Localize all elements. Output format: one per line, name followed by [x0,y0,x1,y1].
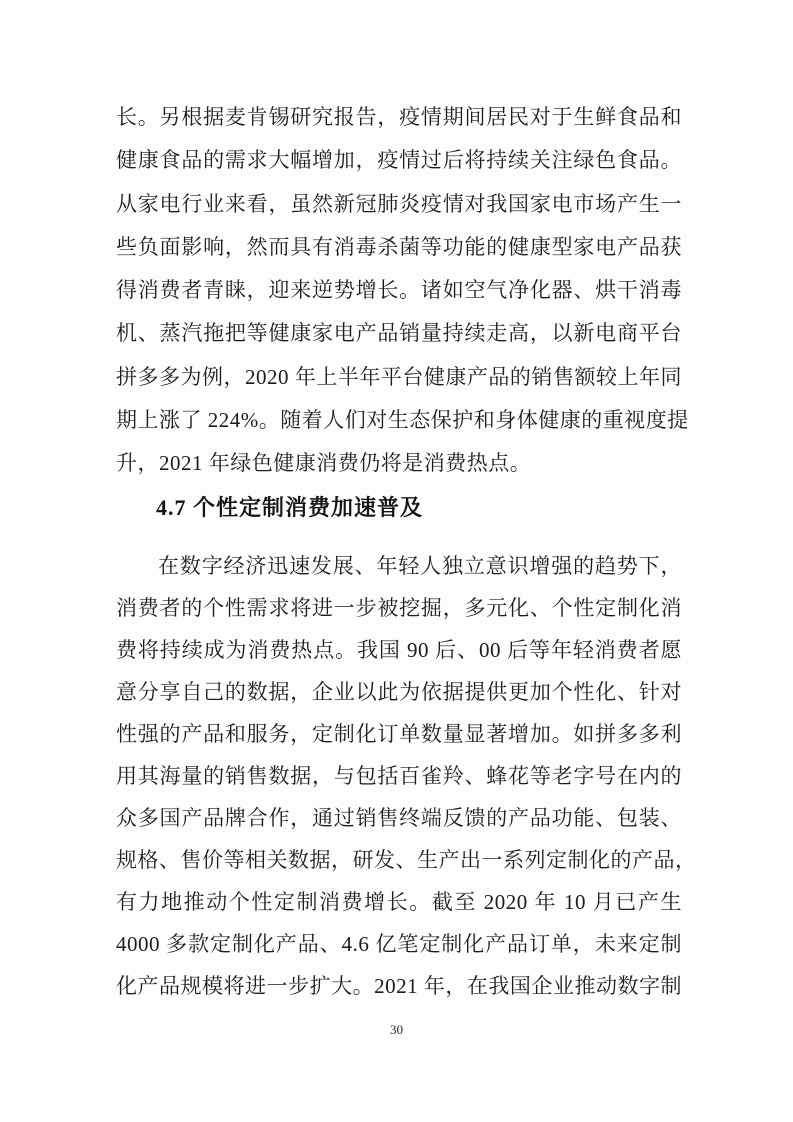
section-heading: 4.7 个性定制消费加速普及 [156,495,424,520]
text-line: 4000 多款定制化产品、4.6 亿笔定制化产品订单，未来定制 [116,932,682,956]
text-line: 机、蒸汽拖把等健康家电产品销量持续走高，以新电商平台 [116,321,682,346]
text-line: 消费者的个性需求将进一步被挖掘，多元化、个性定制化消 [116,596,682,620]
text-line: 有力地推动个性定制消费增长。截至 2020 年 10 月已产生 [116,890,682,914]
text-line: 在数字经济迅速发展、年轻人独立意识增强的趋势下， [158,554,682,578]
text-line: 拼多多为例，2020 年上半年平台健康产品的销售额较上年同 [116,364,682,389]
text-line: 费将持续成为消费热点。我国 90 后、00 后等年轻消费者愿 [116,638,682,662]
text-line: 健康食品的需求大幅增加，疫情过后将持续关注绿色食品。 [116,148,682,173]
text-line: 得消费者青睐，迎来逆势增长。诸如空气净化器、烘干消毒 [116,278,682,303]
page-number: 30 [390,1022,403,1037]
text-line: 从家电行业来看，虽然新冠肺炎疫情对我国家电市场产生一 [116,191,682,216]
paragraph-continuation [116,96,689,486]
paragraph-body [116,545,697,1007]
text-line: 期上涨了 224%。随着人们对生态保护和身体健康的重视度提 [116,408,689,433]
text-line: 众多国产品牌合作，通过销售终端反馈的产品功能、包装、 [116,806,682,830]
text-line: 长。另根据麦肯锡研究报告，疫情期间居民对于生鲜食品和 [116,105,682,129]
text-line: 性强的产品和服务，定制化订单数量显著增加。如拼多多利 [116,722,682,746]
text-line: 化产品规模将进一步扩大。2021 年，在我国企业推动数字制 [116,974,682,998]
text-line: 用其海量的销售数据，与包括百雀羚、蜂花等老字号在内的 [116,764,682,788]
text-line: 意分享自己的数据，企业以此为依据提供更加个性化、针对 [116,680,682,704]
text-line: 些负面影响，然而具有消毒杀菌等功能的健康型家电产品获 [116,234,682,259]
text-line: 规格、售价等相关数据，研发、生产出一系列定制化的产品， [116,848,697,872]
text-line: 升，2021 年绿色健康消费仍将是消费热点。 [116,451,532,476]
